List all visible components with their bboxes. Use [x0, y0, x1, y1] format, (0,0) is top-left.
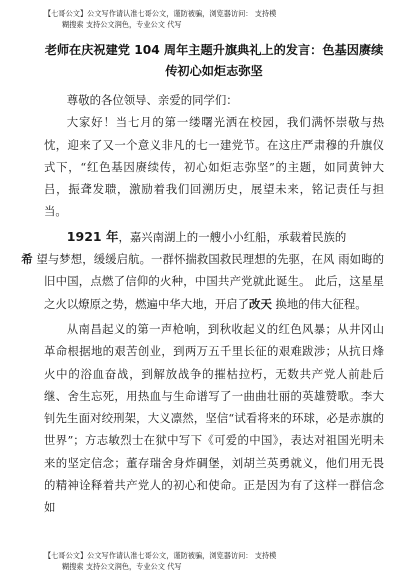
keyword-hope: 希	[21, 252, 33, 267]
keyword-change: 改天	[249, 296, 272, 311]
page-header	[44, 8, 384, 30]
paragraph-1921-text-b: 望与梦想，缓缓启航。一群怀揣救国救民理想的先驱，在风 雨如晦的旧中国，点燃了信仰的火种，中国共产党就此诞生。 此后，这星星之火以燎原之势，燃遍中华大地，开启了	[32, 252, 384, 311]
greeting: 尊敬的各位领导、亲爱的同学们：	[66, 93, 238, 107]
page-footer	[44, 550, 384, 572]
footer-line-2: 糊搜索 支持公文润色，专业公文 代写	[62, 562, 182, 571]
document-title: 老师在庆祝建党 104 周年主题升旗典礼上的发言：色基因赓续传初心如炬志弥坚	[44, 43, 384, 78]
footer-line-1: 【七哥公文】公文写作请认准七哥公文，谨防被骗，浏览器访问： 支持模	[44, 551, 277, 560]
paragraph-1921-text-a: ，嘉兴南湖上的一艘小小红船，承载着民族的	[118, 229, 347, 244]
paragraph-opening: 大家好！当七月的第一缕曙光洒在校园，我们满怀崇敬与热忱，迎来了又一个意义非凡的七一建党节。在这庄严肃穆的升旗仪式下，“红色基因赓续传，初心如炬志弥坚”的主题，如同黄钟大吕，振聋发聩，激励着我们回溯历史，展望未来，铭记责任与担当。	[44, 115, 384, 219]
paragraph-1921-text-c: 换地的伟大征程。	[271, 296, 367, 311]
document-body	[21, 89, 385, 519]
header-line-1: 【七哥公文】公文写作请认准七哥公文，谨防被骗，浏览器访问： 支持模	[44, 9, 277, 18]
header-line-2: 糊搜索 支持公文润色，专业公文 代写	[62, 20, 182, 29]
year-1921: 1921 年	[66, 228, 119, 244]
paragraph-history: 从南昌起义的第一声枪响，到秋收起义的红色风暴；从井冈山革命根据地的艰苦创业，到两万五千里长征的艰难跋涉；从抗日烽火中的浴血奋战，到解放战争的摧枯拉朽，无数共产党人前赴后继、舍生忘死，用热血与生命谱写了一曲曲壮丽的英雄赞歌。李大钊先生面对绞刑架，大义凛然，坚信“试看将来的环球，必是赤旗的世界”；方志敏烈士在狱中写下《可爱的中国》，表达对祖国光明未来的坚定信念；董存瑞舍身炸碉堡，刘胡兰英勇就义，他们用无畏的精神诠释着共产党人的初心和使命。正是因为有了这样一群信念如	[44, 321, 385, 515]
paragraph-1921	[21, 226, 384, 315]
